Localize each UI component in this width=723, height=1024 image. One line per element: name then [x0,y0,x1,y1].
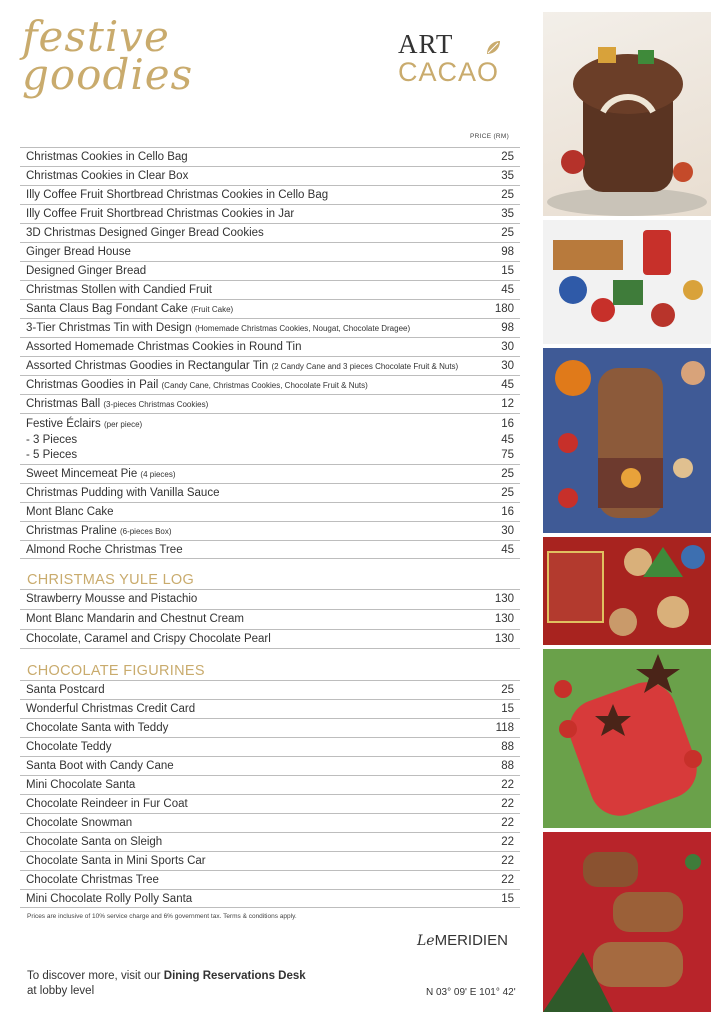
item-name: Assorted Christmas Goodies in Rectangular Tin (2 Candy Cane and 3 pieces Chocolate Fruit & Nuts) [26,360,459,372]
list-item [20,889,520,908]
item-price: 16 [501,506,514,518]
list-item [20,242,520,261]
list-item [20,609,520,629]
list-item [20,147,520,166]
item-name: Christmas Pudding with Vanilla Sauce [26,487,220,499]
list-item [20,521,520,540]
coordinates: N 03° 09' E 101° 42' [426,987,516,998]
list-item [20,185,520,204]
item-price: 15 [501,265,514,277]
item-price: 180 [494,303,514,315]
item-name: Mont Blanc Mandarin and Chestnut Cream [26,613,244,625]
list-item [20,280,520,299]
list-item [20,680,520,699]
item-price: 98 [501,322,514,334]
item-name: Almond Roche Christmas Tree [26,544,183,556]
yule-log-list [20,589,520,649]
item-name: Mini Chocolate Rolly Polly Santa [26,893,193,905]
list-item [20,299,520,318]
item-price: 12 [501,398,514,410]
page-title [22,12,194,99]
item-name: Illy Coffee Fruit Shortbread Christmas Cookies in Jar [26,208,295,220]
item-price: 45 [501,284,514,296]
photo-christmas-cookies [543,537,711,645]
item-name: Chocolate Santa in Mini Sports Car [26,855,206,867]
item-price: 118 [495,722,514,734]
tax-footnote: Prices are inclusive of 10% service charge and 6% government tax. Terms & conditions apply. [27,913,297,920]
item-name: Christmas Ball (3-pieces Christmas Cookies) [26,398,209,410]
item-price: 22 [501,855,514,867]
item-note: (Fruit Cake) [190,305,234,314]
item-name: Chocolate Santa on Sleigh [26,836,163,848]
list-item [20,394,520,413]
item-name: Chocolate Reindeer in Fur Coat [26,798,188,810]
item-price: 22 [501,836,514,848]
item-name: 3D Christmas Designed Ginger Bread Cookies [26,227,264,239]
list-item [20,629,520,649]
photo-strawberry-yule-log [543,649,711,828]
photo-christmas-goodies [543,220,711,344]
item-price: 25 [501,684,514,696]
item-name: Mont Blanc Cake [26,506,114,518]
photo-santa-bag-cake [543,12,711,216]
le-meridien-logo: LeMERIDIEN [417,932,508,949]
item-name: Santa Claus Bag Fondant Cake (Fruit Cake) [26,303,234,315]
item-name: Sweet Mincemeat Pie (4 pieces) [26,468,176,480]
item-name: Illy Coffee Fruit Shortbread Christmas Cookies in Cello Bag [26,189,329,201]
item-price: 30 [501,341,514,353]
item-price: 25 [501,189,514,201]
item-note: (4 pieces) [140,470,176,479]
item-name: Assorted Homemade Christmas Cookies in Round Tin [26,341,302,353]
list-item-eclairs: Festive Éclairs (per piece) - 3 Pieces - 5 Pieces 16 45 75 [20,413,520,464]
item-name: Christmas Cookies in Clear Box [26,170,189,182]
item-name: Mini Chocolate Santa [26,779,136,791]
list-item [20,540,520,559]
list-item [20,699,520,718]
list-item [20,589,520,609]
list-item [20,737,520,756]
item-price: 130 [494,593,514,605]
list-item [20,337,520,356]
list-item [20,775,520,794]
item-name: Chocolate, Caramel and Crispy Chocolate Pearl [26,633,271,645]
footer-note: To discover more, visit our Dining Reservations Desk at lobby level [27,970,306,997]
cocoa-leaf-icon [483,38,503,58]
item-note: (Candy Cane, Christmas Cookies, Chocolate Fruit & Nuts) [161,381,368,390]
photo-mont-blanc-yule-log [543,348,711,533]
item-price: 35 [501,170,514,182]
item-note: (Homemade Christmas Cookies, Nougat, Chocolate Dragee) [194,324,411,333]
item-name: 3-Tier Christmas Tin with Design (Homemade Christmas Cookies, Nougat, Chocolate Dragee) [26,322,411,334]
list-item [20,718,520,737]
list-item [20,204,520,223]
list-item [20,318,520,337]
item-price: 45 [501,379,514,391]
list-item [20,756,520,775]
list-item [20,356,520,375]
item-price: 130 [494,613,514,625]
item-name: Designed Ginger Bread [26,265,147,277]
list-item [20,223,520,242]
item-price: 22 [501,817,514,829]
item-note: (3-pieces Christmas Cookies) [103,400,209,409]
item-name: Santa Boot with Candy Cane [26,760,174,772]
list-item [20,870,520,889]
price-column-header: PRICE (RM) [470,133,510,140]
item-price: 88 [501,741,514,753]
logo-line-1: ART [398,29,454,59]
festive-goodies-list [20,147,520,559]
item-price: 30 [501,525,514,537]
item-name: Chocolate Christmas Tree [26,874,159,886]
list-item [20,166,520,185]
item-price: 15 [501,893,514,905]
item-name: Chocolate Santa with Teddy [26,722,169,734]
item-name: Chocolate Snowman [26,817,133,829]
item-name: Wonderful Christmas Credit Card [26,703,196,715]
title-line-2: goodies [22,50,194,99]
item-name: Santa Postcard [26,684,105,696]
item-note: (6-pieces Box) [119,527,172,536]
item-price: 22 [501,779,514,791]
list-item [20,851,520,870]
item-name: Ginger Bread House [26,246,131,258]
item-name: Christmas Cookies in Cello Bag [26,151,188,163]
item-price: 98 [501,246,514,258]
figurines-heading: CHOCOLATE FIGURINES [27,663,205,679]
figurines-list [20,680,520,908]
item-price: 35 [501,208,514,220]
item-price: 88 [501,760,514,772]
art-cacao-logo [398,30,523,90]
list-item [20,502,520,521]
item-price: 22 [501,874,514,886]
item-name: Christmas Praline (6-pieces Box) [26,525,172,537]
list-item [20,261,520,280]
photo-chocolate-logs [543,832,711,1012]
logo-line-2: CACAO [398,57,500,87]
item-price: 25 [501,151,514,163]
item-price: 45 [501,544,514,556]
item-price: 25 [501,487,514,499]
list-item [20,483,520,502]
list-item [20,794,520,813]
yule-log-heading: CHRISTMAS YULE LOG [27,572,195,588]
item-price: 25 [501,468,514,480]
item-price: 130 [494,633,514,645]
list-item [20,464,520,483]
list-item [20,813,520,832]
item-name: Chocolate Teddy [26,741,112,753]
list-item [20,375,520,394]
item-note: (2 Candy Cane and 3 pieces Chocolate Fruit & Nuts) [271,362,459,371]
item-price: 25 [501,227,514,239]
list-item [20,832,520,851]
item-price: 22 [501,798,514,810]
title-line-1: festive [22,12,170,61]
item-name: Christmas Goodies in Pail (Candy Cane, Christmas Cookies, Chocolate Fruit & Nuts) [26,379,368,391]
item-price: 30 [501,360,514,372]
item-name: Christmas Stollen with Candied Fruit [26,284,212,296]
item-price: 15 [501,703,514,715]
item-name: Strawberry Mousse and Pistachio [26,593,198,605]
